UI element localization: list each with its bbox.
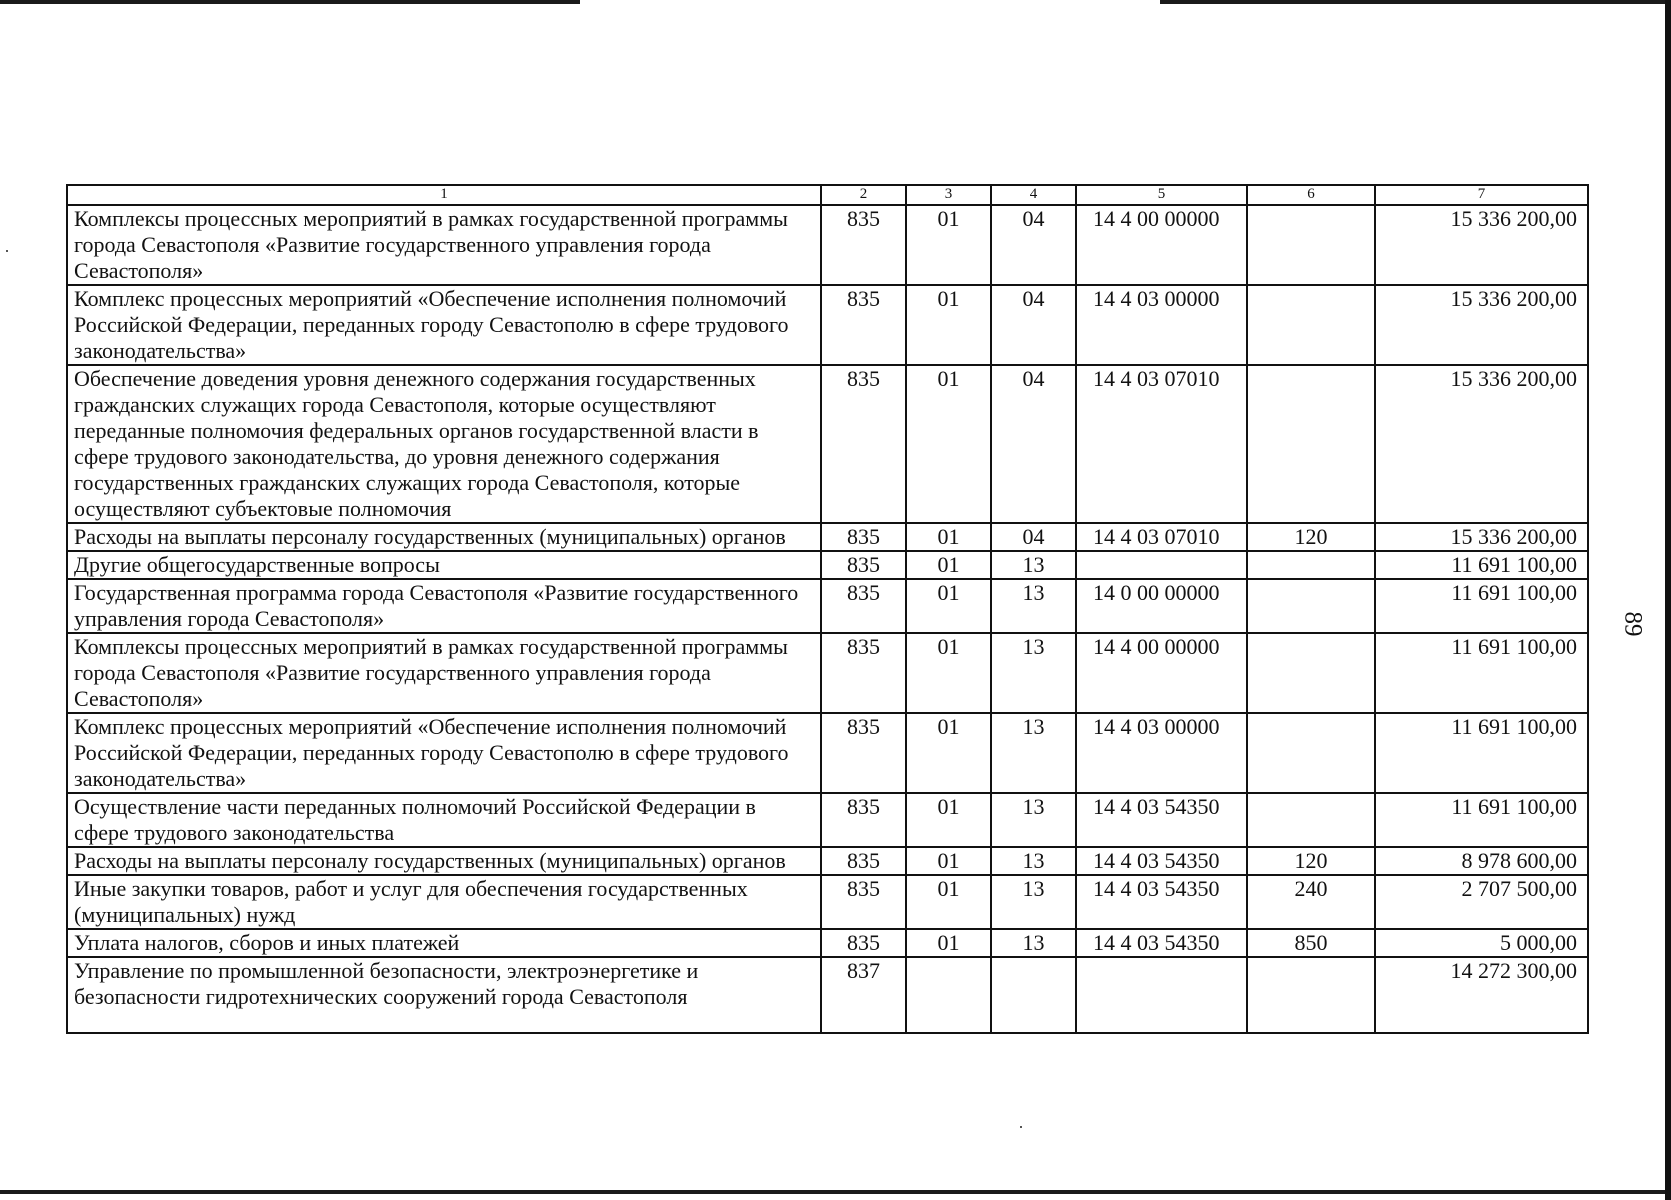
- subsection-code: 13: [991, 713, 1076, 793]
- ministry-code: 835: [821, 875, 906, 929]
- table-row: [67, 875, 1588, 929]
- expense-type-code: 120: [1247, 523, 1375, 551]
- ministry-code: 835: [821, 633, 906, 713]
- scan-speck: [6, 250, 8, 252]
- column-header: 6: [1247, 185, 1375, 205]
- expense-type-code: [1247, 579, 1375, 633]
- amount: 11 691 100,00: [1375, 579, 1588, 633]
- ministry-code: 835: [821, 929, 906, 957]
- subsection-code: 13: [991, 875, 1076, 929]
- target-article-code: 14 4 00 00000: [1076, 205, 1247, 285]
- expense-name: Расходы на выплаты персоналу государственных (муниципальных) органов: [67, 847, 821, 875]
- table-row: [67, 205, 1588, 285]
- target-article-code: 14 4 03 00000: [1076, 713, 1247, 793]
- scan-edge-top-right: [1160, 0, 1671, 4]
- scan-speck: [1020, 1126, 1022, 1128]
- scan-edge-bottom: [0, 1190, 1671, 1194]
- subsection-code: 13: [991, 579, 1076, 633]
- column-header: 5: [1076, 185, 1247, 205]
- target-article-code: 14 4 03 54350: [1076, 847, 1247, 875]
- amount: 11 691 100,00: [1375, 551, 1588, 579]
- expense-type-code: 240: [1247, 875, 1375, 929]
- expense-name: Управление по промышленной безопасности, электроэнергетике и безопасности гидротехнических сооружений города Севастополя: [67, 957, 821, 1033]
- table-row: [67, 523, 1588, 551]
- expense-name: Комплекс процессных мероприятий «Обеспечение исполнения полномочий Российской Федерации, переданных городу Севастополю в сфере трудового законодательства»: [67, 713, 821, 793]
- subsection-code: 13: [991, 793, 1076, 847]
- table-row: [67, 929, 1588, 957]
- expense-name: Осуществление части переданных полномочий Российской Федерации в сфере трудового законодательства: [67, 793, 821, 847]
- expense-name: Другие общегосударственные вопросы: [67, 551, 821, 579]
- section-code: 01: [906, 365, 991, 523]
- ministry-code: 835: [821, 793, 906, 847]
- table-row: [67, 551, 1588, 579]
- expense-type-code: [1247, 793, 1375, 847]
- amount: 11 691 100,00: [1375, 793, 1588, 847]
- subsection-code: 04: [991, 285, 1076, 365]
- target-article-code: [1076, 551, 1247, 579]
- page-number: 89: [1619, 611, 1647, 637]
- ministry-code: 835: [821, 285, 906, 365]
- expense-name: Комплексы процессных мероприятий в рамках государственной программы города Севастополя «Развитие государственного управления города Севастополя»: [67, 633, 821, 713]
- table-row: [67, 713, 1588, 793]
- expense-name: Комплексы процессных мероприятий в рамках государственной программы города Севастополя «Развитие государственного управления города Севастополя»: [67, 205, 821, 285]
- ministry-code: 835: [821, 551, 906, 579]
- section-code: 01: [906, 875, 991, 929]
- amount: 5 000,00: [1375, 929, 1588, 957]
- amount: 15 336 200,00: [1375, 365, 1588, 523]
- expense-type-code: 120: [1247, 847, 1375, 875]
- target-article-code: 14 4 03 00000: [1076, 285, 1247, 365]
- section-code: [906, 957, 991, 1033]
- column-number-row: [67, 185, 1588, 205]
- target-article-code: 14 4 03 54350: [1076, 793, 1247, 847]
- expense-name: Обеспечение доведения уровня денежного содержания государственных гражданских служащих города Севастополя, которые осуществляют переданные полномочия федеральных органов государственной власти в сфере трудового законодательства, до уровня денежного содержания государственных гражданских служащих города Севастополя, которые осуществляют субъектовые полномочия: [67, 365, 821, 523]
- subsection-code: 13: [991, 633, 1076, 713]
- amount: 15 336 200,00: [1375, 523, 1588, 551]
- section-code: 01: [906, 285, 991, 365]
- expense-name: Уплата налогов, сборов и иных платежей: [67, 929, 821, 957]
- table-row: [67, 847, 1588, 875]
- table-row: [67, 365, 1588, 523]
- target-article-code: 14 4 00 00000: [1076, 633, 1247, 713]
- amount: 2 707 500,00: [1375, 875, 1588, 929]
- ministry-code: 837: [821, 957, 906, 1033]
- ministry-code: 835: [821, 713, 906, 793]
- target-article-code: 14 4 03 07010: [1076, 523, 1247, 551]
- amount: 15 336 200,00: [1375, 205, 1588, 285]
- expense-type-code: [1247, 205, 1375, 285]
- section-code: 01: [906, 633, 991, 713]
- ministry-code: 835: [821, 523, 906, 551]
- ministry-code: 835: [821, 205, 906, 285]
- subsection-code: 13: [991, 847, 1076, 875]
- expense-name: Иные закупки товаров, работ и услуг для обеспечения государственных (муниципальных) нужд: [67, 875, 821, 929]
- section-code: 01: [906, 579, 991, 633]
- expense-type-code: [1247, 365, 1375, 523]
- section-code: 01: [906, 713, 991, 793]
- target-article-code: 14 0 00 00000: [1076, 579, 1247, 633]
- expense-type-code: [1247, 633, 1375, 713]
- column-header: 3: [906, 185, 991, 205]
- expense-name: Государственная программа города Севастополя «Развитие государственного управления города Севастополя»: [67, 579, 821, 633]
- scan-edge-right: [1665, 0, 1671, 1200]
- table-row: [67, 957, 1588, 1033]
- column-header: 1: [67, 185, 821, 205]
- subsection-code: 13: [991, 551, 1076, 579]
- subsection-code: 04: [991, 205, 1076, 285]
- subsection-code: 13: [991, 929, 1076, 957]
- expense-type-code: [1247, 551, 1375, 579]
- expense-type-code: [1247, 285, 1375, 365]
- expense-type-code: [1247, 713, 1375, 793]
- amount: 14 272 300,00: [1375, 957, 1588, 1033]
- subsection-code: 04: [991, 523, 1076, 551]
- section-code: 01: [906, 793, 991, 847]
- table-row: [67, 285, 1588, 365]
- section-code: 01: [906, 847, 991, 875]
- column-header: 4: [991, 185, 1076, 205]
- expense-name: Комплекс процессных мероприятий «Обеспечение исполнения полномочий Российской Федерации, переданных городу Севастополю в сфере трудового законодательства»: [67, 285, 821, 365]
- amount: 15 336 200,00: [1375, 285, 1588, 365]
- amount: 8 978 600,00: [1375, 847, 1588, 875]
- table-row: [67, 633, 1588, 713]
- target-article-code: [1076, 957, 1247, 1033]
- scan-edge-top-left: [0, 0, 580, 4]
- target-article-code: 14 4 03 07010: [1076, 365, 1247, 523]
- amount: 11 691 100,00: [1375, 633, 1588, 713]
- subsection-code: 04: [991, 365, 1076, 523]
- section-code: 01: [906, 929, 991, 957]
- expense-type-code: [1247, 957, 1375, 1033]
- budget-table: [66, 184, 1589, 1034]
- column-header: 7: [1375, 185, 1588, 205]
- subsection-code: [991, 957, 1076, 1033]
- expense-type-code: 850: [1247, 929, 1375, 957]
- expense-name: Расходы на выплаты персоналу государственных (муниципальных) органов: [67, 523, 821, 551]
- section-code: 01: [906, 551, 991, 579]
- section-code: 01: [906, 523, 991, 551]
- table-row: [67, 579, 1588, 633]
- column-header: 2: [821, 185, 906, 205]
- amount: 11 691 100,00: [1375, 713, 1588, 793]
- section-code: 01: [906, 205, 991, 285]
- ministry-code: 835: [821, 847, 906, 875]
- target-article-code: 14 4 03 54350: [1076, 875, 1247, 929]
- target-article-code: 14 4 03 54350: [1076, 929, 1247, 957]
- ministry-code: 835: [821, 365, 906, 523]
- table-row: [67, 793, 1588, 847]
- ministry-code: 835: [821, 579, 906, 633]
